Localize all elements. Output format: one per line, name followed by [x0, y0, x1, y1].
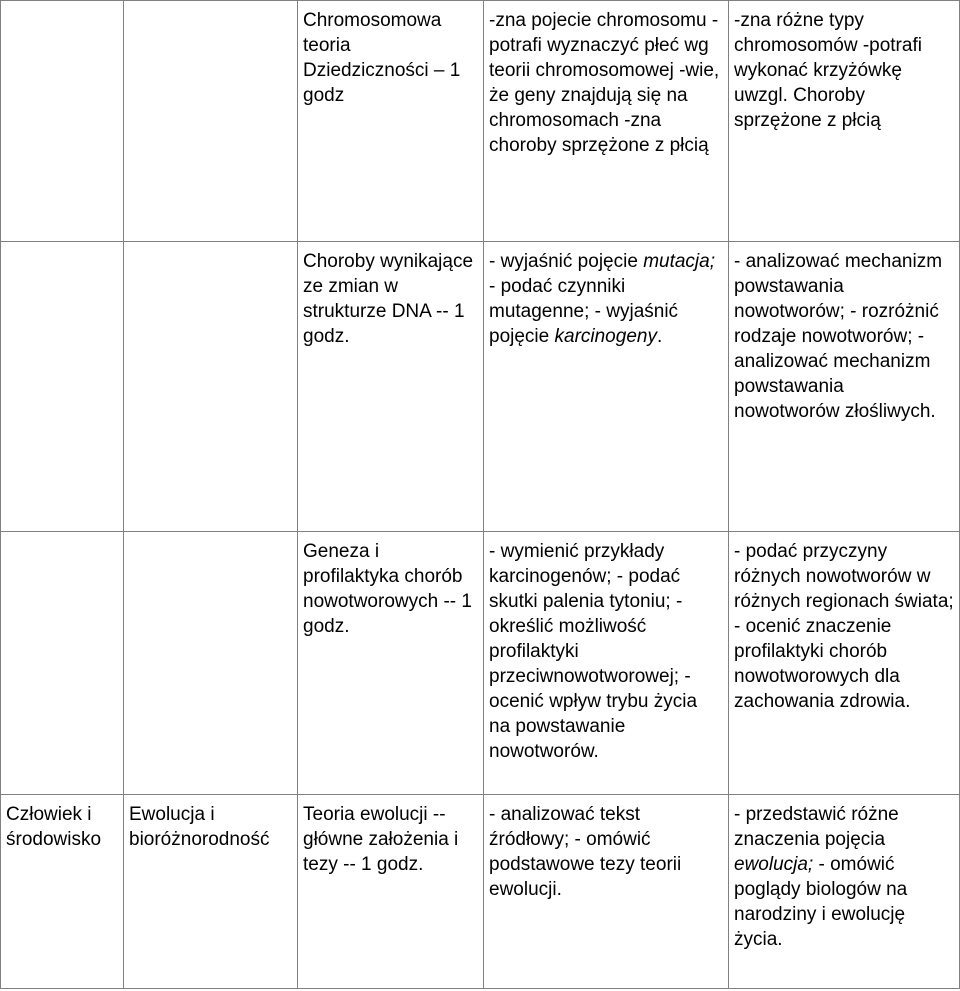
extended-requirements-cell — [729, 532, 960, 795]
extended-requirements-text: - podać przyczyny różnych nowotworów w różnych regionach świata; - ocenić znaczenie profilaktyki chorób nowotworowych dla zachowania zdrowia. — [734, 541, 954, 712]
table-row — [1, 532, 960, 795]
basic-requirements-text: - analizować tekst źródłowy; - omówić podstawowe tezy teorii ewolucji. — [489, 804, 682, 900]
requirement-line: - przedstawić różne znaczenia pojęcia — [734, 804, 899, 850]
department-text: Człowiek i środowisko — [6, 804, 102, 850]
extended-requirements-text: -zna różne typy chromosomów -potrafi wykonać krzyżówkę uwzgl. Choroby sprzężone z płcią — [734, 10, 922, 131]
topic-text: Teoria ewolucji -- główne założenia i tezy -- 1 godz. — [303, 804, 459, 875]
term-ewolucja: ewolucja; — [734, 854, 814, 875]
unit-cell — [124, 795, 298, 989]
unit-cell — [124, 1, 298, 242]
extended-requirements-text: - analizować mechanizm powstawania nowotworów; - rozróżnić rodzaje nowotworów; - analizować mechanizm powstawania nowotworów złośliwych. — [734, 251, 943, 422]
department-cell — [1, 242, 124, 532]
period: . — [656, 326, 663, 347]
basic-requirements-cell — [484, 532, 729, 795]
requirement-line: - wyjaśnić pojęcie — [489, 251, 638, 272]
extended-requirements-cell — [729, 795, 960, 989]
basic-requirements-cell — [484, 795, 729, 989]
table-row — [1, 795, 960, 989]
department-cell — [1, 532, 124, 795]
topic-text: Choroby wynikające ze zmian w strukturze DNA -- 1 godz. — [303, 251, 474, 347]
department-cell — [1, 1, 124, 242]
basic-requirements-text: - wymienić przykłady karcinogenów; - podać skutki palenia tytoniu; - określić możliwość profilaktyki przeciwnowotworowej; - ocenić wpływ trybu życia na powstawanie nowotworów. — [489, 541, 698, 762]
unit-cell — [124, 532, 298, 795]
topic-cell — [298, 1, 484, 242]
extended-requirements-cell — [729, 1, 960, 242]
topic-cell — [298, 795, 484, 989]
table-row — [1, 242, 960, 532]
basic-requirements-text: -zna pojecie chromosomu -potrafi wyznaczyć płeć wg teorii chromosomowej -wie, że geny znajdują się na chromosomach -zna choroby sprzężone z płcią — [489, 10, 720, 156]
unit-text: Ewolucja i bioróżnorodność — [129, 804, 270, 850]
table-row — [1, 1, 960, 242]
term-mutacja: mutacja; — [643, 251, 715, 272]
department-cell — [1, 795, 124, 989]
topic-text: Geneza i profilaktyka chorób nowotworowych -- 1 godz. — [303, 541, 472, 637]
requirement-line: - omówić poglądy biologów na narodziny i ewolucję życia. — [734, 854, 908, 950]
topic-text: Chromosomowa teoria Dziedziczności – 1 godz — [303, 10, 461, 106]
requirement-line: - wyjaśnić pojęcie — [489, 301, 679, 347]
topic-cell — [298, 242, 484, 532]
requirement-line: - podać czynniki mutagenne; — [489, 276, 626, 322]
extended-requirements-cell — [729, 242, 960, 532]
basic-requirements-cell — [484, 1, 729, 242]
term-karcinogeny: karcinogeny — [554, 326, 657, 347]
topic-cell — [298, 532, 484, 795]
unit-cell — [124, 242, 298, 532]
basic-requirements-cell — [484, 242, 729, 532]
